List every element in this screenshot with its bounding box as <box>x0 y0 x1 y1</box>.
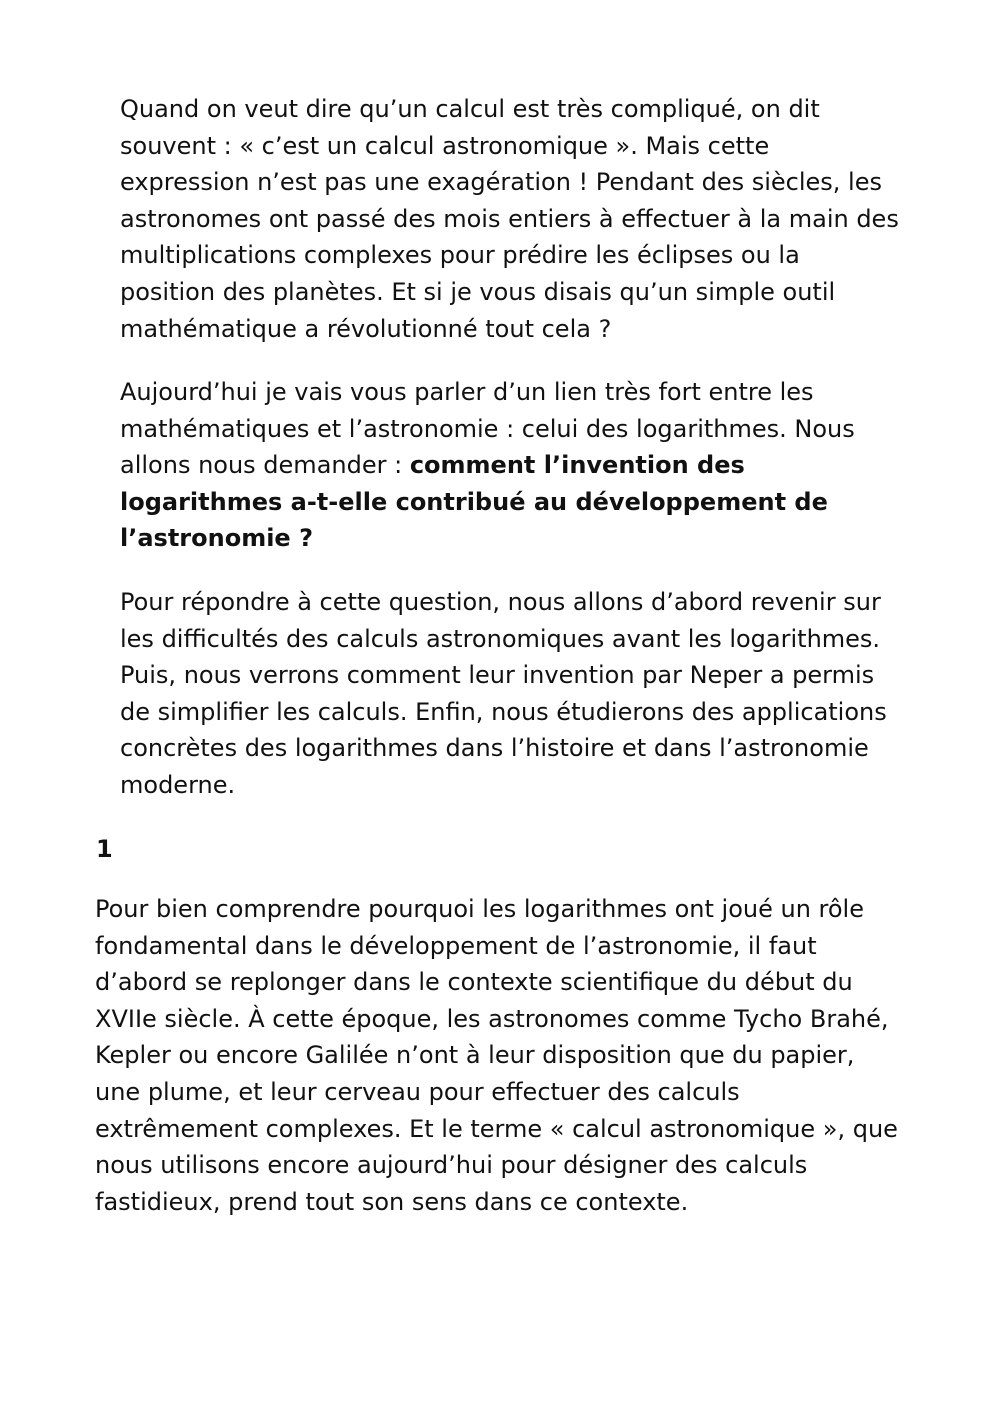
intro-paragraph-2 <box>120 374 900 557</box>
section-1-paragraph: Pour bien comprendre pourquoi les logarithmes ont joué un rôle fondamental dans le développement de l’astronomie, il faut d’abord se replonger dans le contexte scientifique du début du XVIIe siècle. À cette époque, les astronomes comme Tycho Brahé, Kepler ou encore Galilée n’ont à leur disposition que du papier, une plume, et leur cerveau pour effectuer des calculs extrêmement complexes. Et le terme « calcul astronomique », que nous utilisons encore aujourd’hui pour désigner des calculs fastidieux, prend tout son sens dans ce contexte. <box>95 895 898 1216</box>
intro-paragraph-1: Quand on veut dire qu’un calcul est très compliqué, on dit souvent : « c’est un calcul astronomique ». Mais cette expression n’est pas une exagération ! Pendant des siècles, les astronomes ont passé des mois entiers à effectuer à la main des multiplications complexes pour prédire les éclipses ou la position des planètes. Et si je vous disais qu’un simple outil mathématique a révolutionné tout cela ? <box>120 95 899 343</box>
section-1-heading: 1 <box>96 835 113 863</box>
intro-paragraph-3: Pour répondre à cette question, nous allons d’abord revenir sur les difficultés des calculs astronomiques avant les logarithmes. Puis, nous verrons comment leur invention par Neper a permis de simplifier les calculs. Enfin, nous étudierons des applications concrètes des logarithmes dans l’histoire et dans l’astronomie moderne. <box>120 588 887 799</box>
problem-statement: comment l’invention des logarithmes a-t-elle contribué au développement de l’astronomie ? <box>120 451 828 553</box>
intro-paragraph-2-text: Aujourd’hui je vais vous parler d’un lien très fort entre les mathématiques et l’astronomie : celui des logarithmes. Nous allons nous demander : <box>120 378 855 480</box>
